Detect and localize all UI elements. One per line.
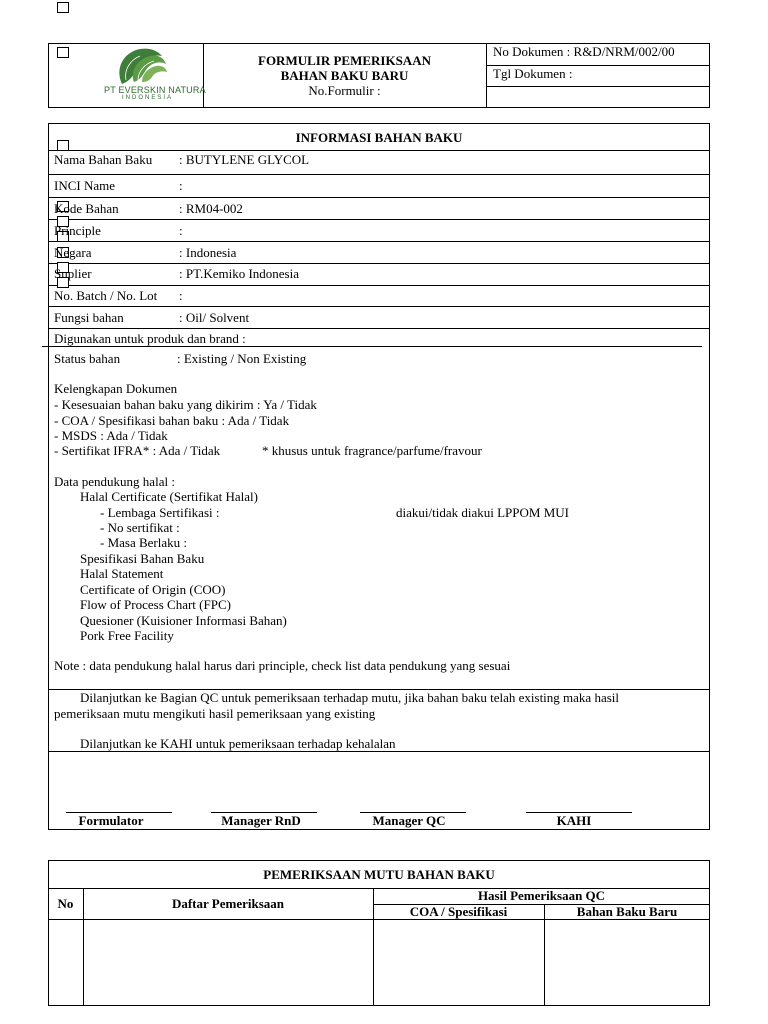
mutu-col-bahan: Bahan Baku Baru <box>576 904 678 919</box>
kelengkapan-item: - COA / Spesifikasi bahan baku : Ada / Tidak <box>54 413 290 428</box>
halal-note: Note : data pendukung halal harus dari principle, check list data pendukung yang sesuai <box>54 658 511 673</box>
info-label-principle: Principle <box>54 223 101 238</box>
halal-item: Flow of Process Chart (FPC) <box>80 597 231 612</box>
halal-cert: Halal Certificate (Sertifikat Halal) <box>80 489 258 504</box>
status-label: Status bahan <box>54 351 121 366</box>
halal-title: Data pendukung halal : <box>54 474 175 489</box>
halal-item: Pork Free Facility <box>80 628 174 643</box>
info-value-suplier: : PT.Kemiko Indonesia <box>179 266 299 281</box>
signature-manager-qc: Manager QC <box>372 813 446 828</box>
signature-manager-rnd: Manager RnD <box>221 813 301 828</box>
lembaga-note: diakui/tidak diakui LPPOM MUI <box>396 505 569 520</box>
leaf-face-icon <box>112 46 172 88</box>
info-value-fungsi: : Oil/ Solvent <box>179 310 250 325</box>
signature-kahi: KAHI <box>556 813 592 828</box>
lanjut-qc-line2: pemeriksaan mutu mengikuti hasil pemeriksaan yang existing <box>54 706 376 721</box>
kelengkapan-item: - Sertifikat IFRA* : Ada / Tidak <box>54 443 221 458</box>
info-value-kode: : RM04-002 <box>179 201 243 216</box>
mutu-col-no: No <box>57 896 74 911</box>
signature-formulator: Formulator <box>78 813 144 828</box>
info-label-kode: Kode Bahan <box>54 201 119 216</box>
form-title-line2: BAHAN BAKU BARU <box>280 68 409 83</box>
lanjut-qc-line1: Dilanjutkan ke Bagian QC untuk pemeriksaan terhadap mutu, jika bahan baku telah existing maka hasil <box>80 690 619 705</box>
halal-item: Quesioner (Kuisioner Informasi Bahan) <box>80 613 287 628</box>
info-value-inci: : <box>179 178 183 193</box>
info-section-title: INFORMASI BAHAN BAKU <box>295 130 463 145</box>
mutu-col-hasil: Hasil Pemeriksaan QC <box>477 888 606 903</box>
info-label-negara: Negara <box>54 245 92 260</box>
tgl-dokumen: Tgl Dokumen : <box>493 66 573 81</box>
logo-checkbox[interactable] <box>57 47 69 58</box>
halal-item: Certificate of Origin (COO) <box>80 582 226 597</box>
halal-sub-item: - No sertifikat : <box>100 520 180 535</box>
company-logo <box>100 46 206 106</box>
ifra-note: * khusus untuk fragrance/parfume/fravour <box>262 443 482 458</box>
info-label-suplier: Suplier <box>54 266 92 281</box>
info-label-batch: No. Batch / No. Lot <box>54 288 158 303</box>
no-dokumen: No Dokumen : R&D/NRM/002/00 <box>493 44 675 59</box>
lanjut-kahi: Dilanjutkan ke KAHI untuk pemeriksaan terhadap kehalalan <box>80 736 396 751</box>
info-value-nama: : BUTYLENE GLYCOL <box>179 152 310 167</box>
digunakan-label: Digunakan untuk produk dan brand : <box>54 331 246 346</box>
mutu-col-daftar: Daftar Pemeriksaan <box>171 896 285 911</box>
status-value: : Existing / Non Existing <box>177 351 307 366</box>
info-label-nama: Nama Bahan Baku <box>54 152 153 167</box>
halal-item: Spesifikasi Bahan Baku <box>80 551 205 566</box>
info-label-inci: INCI Name <box>54 178 116 193</box>
halal-sub-item: - Lembaga Sertifikasi : <box>100 505 220 520</box>
info-value-principle: : <box>179 223 183 238</box>
logo-text: PT EVERSKIN NATURA <box>104 85 206 95</box>
kelengkapan-title: Kelengkapan Dokumen <box>54 381 178 396</box>
logo-subtext: INDONESIA <box>122 95 174 101</box>
corner-checkbox[interactable] <box>57 2 69 13</box>
no-formulir: No.Formulir : <box>308 83 381 98</box>
kelengkapan-item: - Kesesuaian bahan baku yang dikirim : Ya / Tidak <box>54 397 317 412</box>
row-checkbox[interactable] <box>57 140 69 151</box>
mutu-title: PEMERIKSAAN MUTU BAHAN BAKU <box>263 867 495 882</box>
info-label-fungsi: Fungsi bahan <box>54 310 124 325</box>
mutu-col-coa: COA / Spesifikasi <box>409 904 508 919</box>
halal-sub-item: - Masa Berlaku : <box>100 535 188 550</box>
info-value-batch: : <box>179 288 183 303</box>
halal-item: Halal Statement <box>80 566 164 581</box>
kelengkapan-item: - MSDS : Ada / Tidak <box>54 428 168 443</box>
form-title-line1: FORMULIR PEMERIKSAAN <box>258 53 431 68</box>
info-value-negara: : Indonesia <box>179 245 237 260</box>
